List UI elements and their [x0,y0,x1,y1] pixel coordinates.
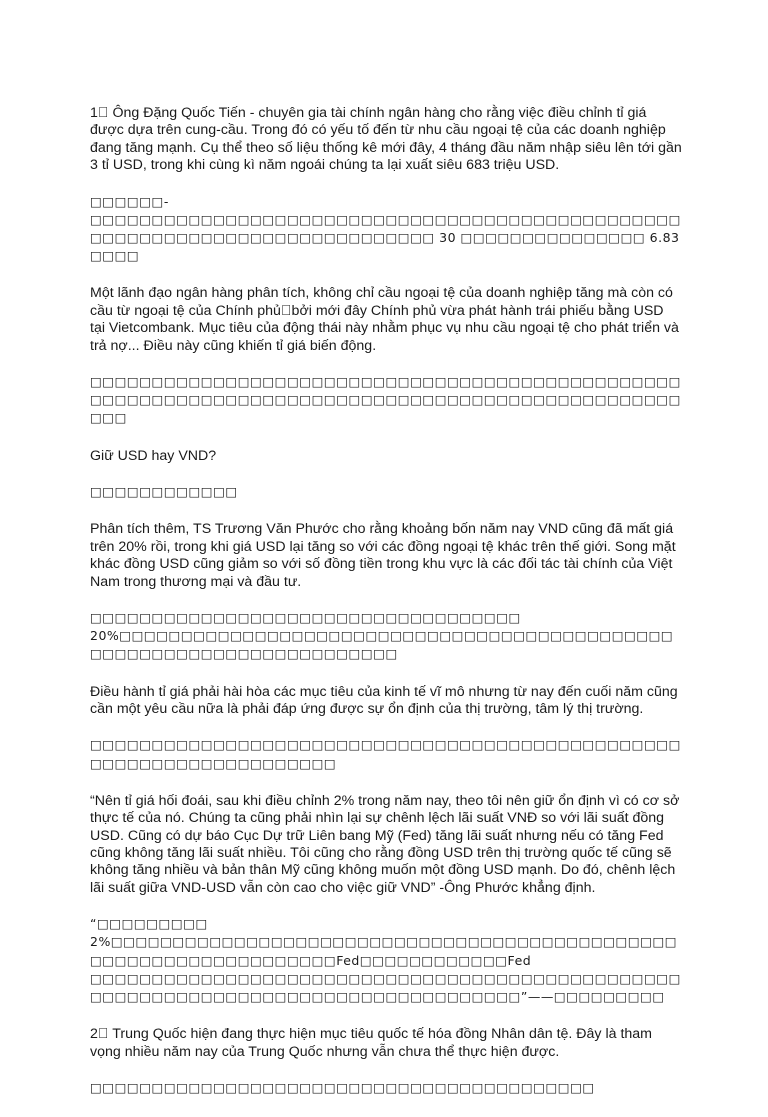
paragraph-2-cn: □□□□□□□□□□□□□□□□□□□□□□□□□□□□□□□□□□□□□□□□□□□□□□□□□□□□□□□□□□□□□□□□□□□□□□□□□□□□□□□□□□□□□□□□□□□□□□□□□□□ [90,374,681,426]
section-heading-cn: □□□□□□□□□□□□ [90,484,238,500]
paragraph-2-vi: Một lãnh đạo ngân hàng phân tích, không chỉ cầu ngoại tệ của doanh nghiệp tăng mà còn có cầu từ ngoại tệ của Chính phủ bởi mới đây Chính phủ vừa phát hành trái phiếu bằng USD tại Vietcombank. Mục tiêu của động thái này nhằm phục vụ nhu cầu ngoại tệ cho phát triển và trả nợ... Điều này cũng khiến tỉ giá biến động. [90,285,679,354]
paragraph-4-vi: Điều hành tỉ giá phải hài hòa các mục tiêu của kinh tế vĩ mô nhưng từ nay đến cuối năm cũng cần một yêu cầu nữa là phải đáp ứng được sự ổn định của thị trường, tâm lý thị trường. [90,683,678,717]
paragraph-5-cn: □□□□□□□□□□□□□□□□□□□□□□□□□□□□□□□□□□□□□□□□□ [90,1080,595,1095]
paragraph-5-vi: 2  Trung Quốc hiện đang thực hiện mục tiêu quốc tế hóa đồng Nhân dân tệ. Đây là tham vọng nhiều năm nay của Trung Quốc nhưng vẫn chưa thể thực hiện được. [90,1026,652,1060]
document-body [90,105,682,1117]
section-heading-vi: Giữ USD hay VND? [90,447,217,464]
paragraph-1-cn: □□□□□□- □□□□□□□□□□□□□□□□□□□□□□□□□□□□□□□□□□□□□□□□□□□□□□□□□□□□□□□□□□□□□□□□□□□□□□□□□□□□ 30 □□□□□□□□□□□□□□□ 6.83 □□□□ [90,193,681,264]
paragraph-1-vi: 1  Ông Đặng Quốc Tiến - chuyên gia tài chính ngân hàng cho rằng việc điều chỉnh tỉ giá được dựa trên cung-cầu. Trong đó có yếu tố đến từ nhu cầu ngoại tệ của các doanh nghiệp đang tăng mạnh. Cụ thể theo số liệu thống kê mới đây, 4 tháng đầu năm nhập siêu lên tới gần 3 tỉ USD, trong khi cùng kì năm ngoái chúng ta lại xuất siêu 683 triệu USD. [90,105,682,174]
paragraph-3-cn: □□□□□□□□□□□□□□□□□□□□□□□□□□□□□□□□□□□ 20%□□□□□□□□□□□□□□□□□□□□□□□□□□□□□□□□□□□□□□□□□□□□□□□□□□□□□□□□□□□□□□□□□□□□□□ [90,609,674,662]
quote-paragraph-vi: “Nên tỉ giá hối đoái, sau khi điều chỉnh 2% trong năm nay, theo tôi nên giữ ổn định vì có cơ sở thực tế của nó. Chúng ta cũng phải nhìn lại sự chênh lệch lãi suất VNĐ so với lãi suất đồng USD. Cũng có dự báo Cục Dự trữ Liên bang Mỹ (Fed) tăng lãi suất nhưng nếu có tăng Fed cũng không tăng lãi suất nhiều. Tôi cũng cho rằng đồng USD trên thị trường quốc tế cũng sẽ không tăng nhiều và bản thân Mỹ cũng không muốn một đồng USD mạnh. Do đó, chênh lệch lãi suất giữa VND-USD vẫn còn cao cho việc giữ VND” -Ông Phước khẳng định. [90,792,680,896]
paragraph-3-vi: Phân tích thêm, TS Trương Văn Phước cho rằng khoảng bốn năm nay VND cũng đã mất giá trên 20% rồi, trong khi giá USD lại tăng so với các đồng ngoại tệ khác trên thế giới. Song mặt khác đồng USD cũng giảm so với số đồng tiền trong khu vực là các đối tác tài chính của Việt Nam trong thương mại và đầu tư. [90,521,676,590]
paragraph-4-cn: □□□□□□□□□□□□□□□□□□□□□□□□□□□□□□□□□□□□□□□□□□□□□□□□□□□□□□□□□□□□□□□□□□□□ [90,737,681,771]
quote-paragraph-cn: “□□□□□□□□□ 2%□□□□□□□□□□□□□□□□□□□□□□□□□□□□□□□□□□□□□□□□□□□□□□□□□□□□□□□□□□□□□□□□□□Fed□□□□□□□□□□□□Fed □□□□□□□□□□□□□□□□□□□□□□□□□□□□□□□□□□□□□□□□□□□□□□□□□□□□□□□□□□□□□□□□□□□□□□□□□□□□□□□□□□□”——□□□□□□□□□ [90,916,681,1004]
